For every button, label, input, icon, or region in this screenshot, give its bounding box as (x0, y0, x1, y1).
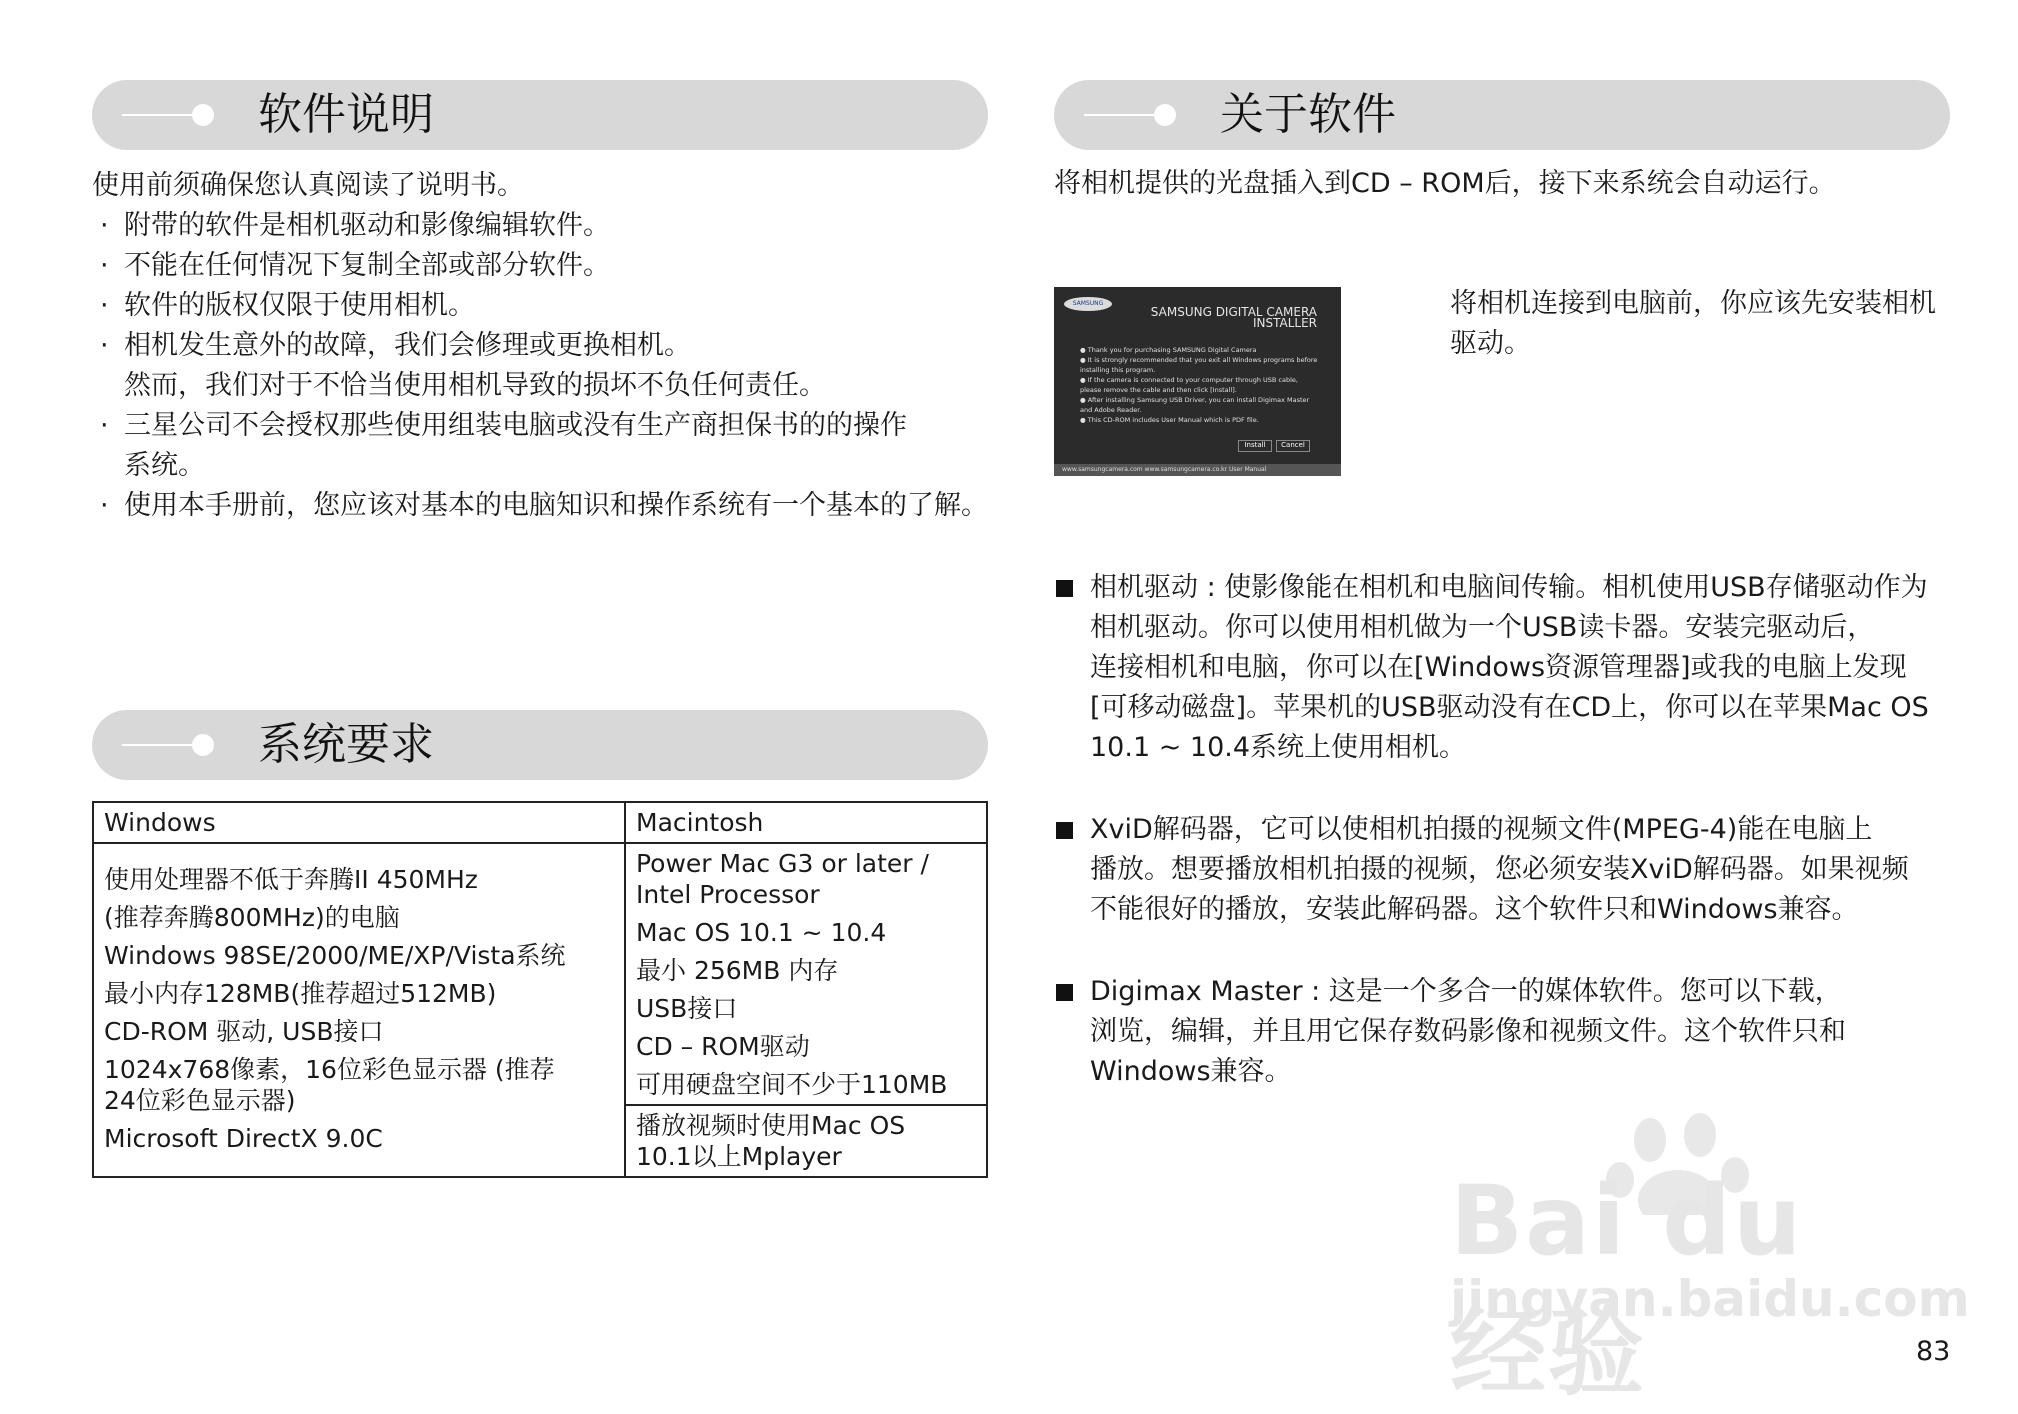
watermark-url: jingyan.baidu.com (1450, 1270, 1970, 1328)
section-title: 系统要求 (258, 719, 434, 770)
requirement-line: 播放视频时使用Mac OS 10.1以上Mplayer (636, 1111, 906, 1171)
requirement-line: 最小 256MB 内存 (636, 956, 839, 985)
list-item: · 使用本手册前，您应该对基本的电脑知识和操作系统有一个基本的了解。 (100, 490, 988, 521)
table-header-row (93, 802, 987, 843)
requirement-line: 使用处理器不低于奔腾II 450MHz (104, 865, 478, 894)
header-dot-decoration (192, 104, 214, 126)
mac-video-requirement-cell (625, 1105, 987, 1177)
install-note: 将相机连接到电脑前，你应该先安装相机 驱动。 (1450, 288, 1936, 359)
windows-requirements-cell (93, 843, 625, 1177)
list-item-continuation: 然而，我们对于不恰当使用相机导致的损坏不负任何责任。 (124, 370, 826, 401)
requirement-line: (推荐奔腾800MHz)的电脑 (104, 903, 400, 932)
square-bullet-icon (1056, 822, 1073, 839)
list-item: · 相机发生意外的故障，我们会修理或更换相机。 (100, 330, 691, 361)
requirement-line: CD-ROM 驱动, USB接口 (104, 1017, 384, 1046)
page-number: 83 (1916, 1336, 1951, 1367)
samsung-logo: SAMSUNG (1064, 297, 1112, 311)
list-item-digimax-master: Digimax Master : 这是一个多合一的媒体软件。您可以下载， 浏览，编辑，并且用它保存数码影像和视频文件。这个软件只和 Windows兼容。 (1090, 976, 1846, 1087)
intro-text: 使用前须确保您认真阅读了说明书。 (92, 170, 524, 201)
section-title: 软件说明 (258, 89, 434, 140)
list-item-camera-driver: 相机驱动 : 使影像能在相机和电脑间传输。相机使用USB存储驱动作为 相机驱动。你可以使用相机做为一个USB读卡器。安装完驱动后， 连接相机和电脑，你可以在[Windows资源管理器]或我的电脑上发现 [可移动磁盘]。苹果机的USB驱动没有在CD上，你可以在苹果Mac OS 10.1 ~ 10.4系统上使用相机。 (1090, 572, 1929, 763)
cancel-button: Cancel (1276, 440, 1310, 452)
header-dot-decoration (192, 734, 214, 756)
column-header-windows: Windows (93, 802, 625, 843)
table-row (93, 843, 987, 1105)
requirement-line: Windows 98SE/2000/ME/XP/Vista系统 (104, 941, 566, 970)
list-item: · 软件的版权仅限于使用相机。 (100, 290, 475, 321)
section-header-about-software (1054, 80, 1950, 150)
requirement-line: Power Mac G3 or later / Intel Processor (636, 849, 929, 909)
requirement-line: 1024x768像素，16位彩色显示器 (推荐24位彩色显示器) (104, 1055, 555, 1115)
requirement-line: USB接口 (636, 994, 738, 1023)
section-header-system-requirements (92, 710, 988, 780)
installer-brand: SAMSUNG DIGITAL CAMERA INSTALLER (1150, 305, 1317, 330)
list-item-continuation: 系统。 (124, 450, 205, 481)
square-bullet-icon (1056, 984, 1073, 1001)
column-header-macintosh: Macintosh (625, 802, 987, 843)
watermark-title: Bai du 经验 (1450, 1165, 1804, 1409)
section-title: 关于软件 (1220, 89, 1396, 140)
list-item: · 三星公司不会授权那些使用组装电脑或没有生产商担保书的的操作 (100, 410, 907, 441)
square-bullet-icon (1056, 580, 1073, 597)
header-dot-decoration (1154, 104, 1176, 126)
list-item: · 附带的软件是相机驱动和影像编辑软件。 (100, 210, 610, 241)
list-item: · 不能在任何情况下复制全部或部分软件。 (100, 250, 610, 281)
requirement-line: Mac OS 10.1 ~ 10.4 (636, 918, 887, 947)
header-line-decoration (122, 114, 192, 116)
requirement-line: CD – ROM驱动 (636, 1032, 810, 1061)
header-line-decoration (1084, 114, 1154, 116)
intro-text: 将相机提供的光盘插入到CD – ROM后，接下来系统会自动运行。 (1054, 168, 1836, 199)
section-header-software-notes (92, 80, 988, 150)
requirements-table (92, 801, 988, 1178)
list-item-xvid: XviD解码器，它可以使相机拍摄的视频文件(MPEG-4)能在电脑上 播放。想要播放相机拍摄的视频，您必须安装XviD解码器。如果视频 不能很好的播放，安装此解码器。这个软件只和Windows兼容。 (1090, 814, 1909, 925)
mac-requirements-cell (625, 843, 987, 1105)
install-button: Install (1238, 440, 1272, 452)
requirement-line: 可用硬盘空间不少于110MB (636, 1070, 948, 1099)
header-line-decoration (122, 744, 192, 746)
installer-screenshot (1054, 287, 1341, 476)
requirement-line: 最小内存128MB(推荐超过512MB) (104, 979, 497, 1008)
installer-body-text: ● Thank you for purchasing SAMSUNG Digital Camera ● It is strongly recommended that you exit all Windows programs before installing this program. ● If the camera is connected to your computer through USB cable, please remove the cable and then click [Install]. ● After installing Samsung USB Driver, you can install Digimax Master and Adobe Reader. ● This CD-ROM includes User Manual which is PDF file. (1080, 346, 1318, 424)
requirement-line: Microsoft DirectX 9.0C (104, 1124, 383, 1153)
installer-footer: www.samsungcamera.com www.samsungcamera.co.kr User Manual (1054, 464, 1341, 476)
